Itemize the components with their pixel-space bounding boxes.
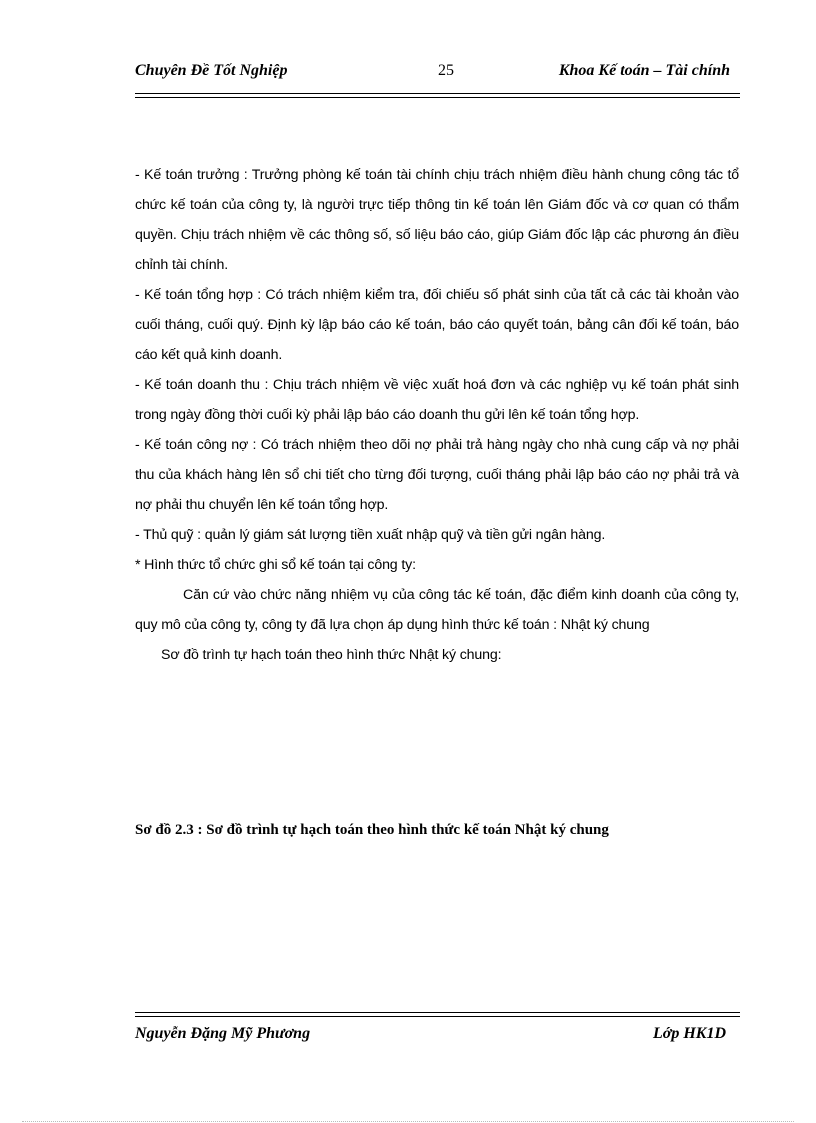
header-title-right: Khoa Kế toán – Tài chính (558, 62, 730, 79)
paragraph-ke-toan-truong: - Kế toán trưởng : Trưởng phòng kế toán tài chính chịu trách nhiệm điều hành chung công tác tổ chức kế toán của công ty, là người trực tiếp thông tin kế toán lên Giám đốc và cơ quan có thẩm quyền. Chịu trách nhiệm về các thông số, số liệu báo cáo, giúp Giám đốc lập các phương án điều chỉnh tài chính. (135, 167, 739, 273)
paragraph-can-cu: Căn cứ vào chức năng nhiệm vụ của công tác kế toán, đặc điểm kinh doanh của công ty, quy mô của công ty, công ty đã lựa chọn áp dụng hình thức kế toán : Nhật ký chung (135, 587, 739, 633)
paragraph-ke-toan-tong-hop: - Kế toán tổng hợp : Có trách nhiệm kiểm tra, đối chiếu số phát sinh của tất cả các tài khoản vào cuối tháng, cuối quý. Định kỳ lập báo cáo kế toán, báo cáo quyết toán, bảng cân đối kế toán, báo cáo kết quả kinh doanh. (135, 287, 739, 363)
paragraph-ke-toan-cong-no: - Kế toán công nợ : Có trách nhiệm theo dõi nợ phải trả hàng ngày cho nhà cung cấp và nợ phải thu của khách hàng lên sổ chi tiết cho từng đối tượng, cuối tháng phải lập báo cáo nợ phải trả và nợ phải thu chuyển lên kế toán tổng hợp. (135, 437, 739, 513)
header-rule-bottom (135, 97, 740, 98)
diagram-title: Sơ đồ 2.3 : Sơ đồ trình tự hạch toán theo hình thức kế toán Nhật ký chung (135, 822, 609, 838)
page-footer (135, 1025, 740, 1049)
footer-rule-bottom (135, 1016, 740, 1017)
header-rule-top (135, 93, 740, 94)
page-number: 25 (438, 62, 454, 79)
paragraph-ke-toan-doanh-thu: - Kế toán doanh thu : Chịu trách nhiệm về việc xuất hoá đơn và các nghiệp vụ kế toán phát sinh trong ngày đồng thời cuối kỳ phải lập báo cáo doanh thu gửi lên kế toán tổng hợp. (135, 377, 739, 423)
paragraph-thu-quy: - Thủ quỹ : quản lý giám sát lượng tiền xuất nhập quỹ và tiền gửi ngân hàng. (135, 527, 606, 543)
footer-rule-top (135, 1012, 740, 1013)
page-edge-line (22, 1121, 794, 1122)
body-text (135, 160, 739, 670)
paragraph-so-do-intro: Sơ đồ trình tự hạch toán theo hình thức Nhật ký chung: (161, 647, 502, 663)
header-title-left: Chuyên Đề Tốt Nghiệp (135, 62, 288, 79)
footer-class: Lớp HK1D (652, 1025, 726, 1042)
page-header (135, 62, 740, 86)
footer-author: Nguyễn Đặng Mỹ Phương (135, 1025, 311, 1042)
paragraph-hinh-thuc: * Hình thức tổ chức ghi sổ kế toán tại công ty: (135, 557, 416, 573)
